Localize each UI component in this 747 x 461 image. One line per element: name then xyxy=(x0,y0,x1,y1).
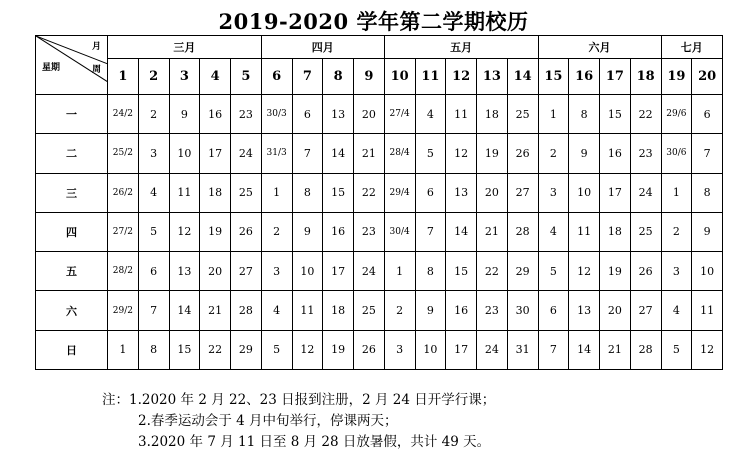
day-cell: 1 xyxy=(661,173,692,212)
week-number-cell: 1 xyxy=(108,59,139,95)
day-cell: 22 xyxy=(200,330,231,369)
day-cell: 15 xyxy=(446,252,477,291)
day-cell: 9 xyxy=(569,134,600,173)
day-cell: 26/2 xyxy=(108,173,139,212)
week-number-cell: 11 xyxy=(415,59,446,95)
day-cell: 29/2 xyxy=(108,291,139,330)
day-cell: 24 xyxy=(354,252,385,291)
day-cell: 25 xyxy=(507,95,538,134)
day-cell: 11 xyxy=(569,212,600,251)
weekday-label: 六 xyxy=(36,291,108,330)
day-cell: 7 xyxy=(415,212,446,251)
day-cell: 21 xyxy=(600,330,631,369)
corner-weekday-label: 星期 xyxy=(42,63,61,73)
day-cell: 3 xyxy=(661,252,692,291)
corner-month-label: 月 xyxy=(91,42,101,52)
weekday-row xyxy=(36,252,723,291)
day-cell: 26 xyxy=(507,134,538,173)
weekday-label: 五 xyxy=(36,252,108,291)
day-cell: 1 xyxy=(261,173,292,212)
day-cell: 16 xyxy=(446,291,477,330)
day-cell: 30/4 xyxy=(384,212,415,251)
day-cell: 17 xyxy=(446,330,477,369)
day-cell: 5 xyxy=(661,330,692,369)
day-cell: 3 xyxy=(261,252,292,291)
calendar-body xyxy=(36,95,723,370)
month-header-cell: 七月 xyxy=(661,36,723,59)
week-number-cell: 6 xyxy=(261,59,292,95)
weekday-row xyxy=(36,95,723,134)
day-cell: 19 xyxy=(477,134,508,173)
day-cell: 18 xyxy=(200,173,231,212)
day-cell: 20 xyxy=(600,291,631,330)
day-cell: 4 xyxy=(538,212,569,251)
month-header-cell: 六月 xyxy=(538,36,661,59)
day-cell: 7 xyxy=(292,134,323,173)
day-cell: 5 xyxy=(538,252,569,291)
day-cell: 29 xyxy=(507,252,538,291)
weekday-row xyxy=(36,212,723,251)
week-number-cell: 2 xyxy=(138,59,169,95)
day-cell: 9 xyxy=(292,212,323,251)
day-cell: 28 xyxy=(630,330,661,369)
day-cell: 31 xyxy=(507,330,538,369)
day-cell: 8 xyxy=(569,95,600,134)
weekday-label: 三 xyxy=(36,173,108,212)
week-number-cell: 19 xyxy=(661,59,692,95)
day-cell: 26 xyxy=(630,252,661,291)
day-cell: 6 xyxy=(292,95,323,134)
day-cell: 1 xyxy=(538,95,569,134)
day-cell: 15 xyxy=(169,330,200,369)
day-cell: 2 xyxy=(538,134,569,173)
day-cell: 30 xyxy=(507,291,538,330)
week-number-cell: 18 xyxy=(630,59,661,95)
day-cell: 18 xyxy=(323,291,354,330)
weekday-row xyxy=(36,134,723,173)
day-cell: 15 xyxy=(323,173,354,212)
week-number-cell: 3 xyxy=(169,59,200,95)
day-cell: 28/2 xyxy=(108,252,139,291)
day-cell: 1 xyxy=(108,330,139,369)
day-cell: 2 xyxy=(261,212,292,251)
day-cell: 6 xyxy=(415,173,446,212)
week-number-cell: 10 xyxy=(384,59,415,95)
day-cell: 28 xyxy=(231,291,262,330)
day-cell: 17 xyxy=(323,252,354,291)
day-cell: 7 xyxy=(692,134,723,173)
day-cell: 10 xyxy=(569,173,600,212)
day-cell: 29 xyxy=(231,330,262,369)
day-cell: 21 xyxy=(200,291,231,330)
day-cell: 16 xyxy=(600,134,631,173)
day-cell: 15 xyxy=(600,95,631,134)
day-cell: 25 xyxy=(354,291,385,330)
day-cell: 10 xyxy=(169,134,200,173)
week-number-cell: 5 xyxy=(231,59,262,95)
day-cell: 13 xyxy=(569,291,600,330)
corner-header-cell xyxy=(36,36,108,95)
day-cell: 9 xyxy=(169,95,200,134)
day-cell: 4 xyxy=(138,173,169,212)
day-cell: 29/6 xyxy=(661,95,692,134)
day-cell: 30/6 xyxy=(661,134,692,173)
day-cell: 27/2 xyxy=(108,212,139,251)
week-number-cell: 12 xyxy=(446,59,477,95)
day-cell: 8 xyxy=(292,173,323,212)
day-cell: 11 xyxy=(292,291,323,330)
day-cell: 25 xyxy=(630,212,661,251)
day-cell: 16 xyxy=(200,95,231,134)
weekday-label: 四 xyxy=(36,212,108,251)
month-header-cell: 四月 xyxy=(261,36,384,59)
day-cell: 8 xyxy=(415,252,446,291)
day-cell: 18 xyxy=(600,212,631,251)
day-cell: 24/2 xyxy=(108,95,139,134)
day-cell: 13 xyxy=(169,252,200,291)
day-cell: 9 xyxy=(692,212,723,251)
day-cell: 24 xyxy=(630,173,661,212)
day-cell: 7 xyxy=(538,330,569,369)
day-cell: 9 xyxy=(415,291,446,330)
day-cell: 11 xyxy=(692,291,723,330)
weekday-label: 二 xyxy=(36,134,108,173)
weekday-label: 一 xyxy=(36,95,108,134)
day-cell: 14 xyxy=(446,212,477,251)
day-cell: 7 xyxy=(138,291,169,330)
week-number-cell: 4 xyxy=(200,59,231,95)
day-cell: 1 xyxy=(384,252,415,291)
day-cell: 22 xyxy=(477,252,508,291)
day-cell: 27 xyxy=(507,173,538,212)
day-cell: 10 xyxy=(692,252,723,291)
day-cell: 31/3 xyxy=(261,134,292,173)
day-cell: 16 xyxy=(323,212,354,251)
day-cell: 20 xyxy=(200,252,231,291)
day-cell: 6 xyxy=(692,95,723,134)
day-cell: 11 xyxy=(169,173,200,212)
day-cell: 12 xyxy=(292,330,323,369)
day-cell: 8 xyxy=(692,173,723,212)
day-cell: 10 xyxy=(292,252,323,291)
day-cell: 5 xyxy=(415,134,446,173)
day-cell: 17 xyxy=(200,134,231,173)
day-cell: 20 xyxy=(354,95,385,134)
day-cell: 4 xyxy=(661,291,692,330)
day-cell: 21 xyxy=(477,212,508,251)
week-number-cell: 8 xyxy=(323,59,354,95)
day-cell: 5 xyxy=(261,330,292,369)
day-cell: 10 xyxy=(415,330,446,369)
day-cell: 22 xyxy=(354,173,385,212)
day-cell: 25 xyxy=(231,173,262,212)
week-number-cell: 17 xyxy=(600,59,631,95)
week-number-row xyxy=(36,59,723,95)
month-header-cell: 三月 xyxy=(108,36,262,59)
day-cell: 2 xyxy=(661,212,692,251)
week-number-cell: 13 xyxy=(477,59,508,95)
day-cell: 27 xyxy=(231,252,262,291)
note-line-1: 注：1.2020 年 2 月 22、23 日报到注册，2 月 24 日开学行课； xyxy=(102,392,496,408)
day-cell: 12 xyxy=(569,252,600,291)
day-cell: 26 xyxy=(231,212,262,251)
day-cell: 13 xyxy=(446,173,477,212)
day-cell: 5 xyxy=(138,212,169,251)
week-number-cell: 9 xyxy=(354,59,385,95)
day-cell: 4 xyxy=(261,291,292,330)
month-header-cell: 五月 xyxy=(384,36,538,59)
week-number-cell: 14 xyxy=(507,59,538,95)
note-line-3: 3.2020 年 7 月 11 日至 8 月 28 日放暑假，共计 49 天。 xyxy=(138,434,491,450)
day-cell: 19 xyxy=(600,252,631,291)
day-cell: 23 xyxy=(477,291,508,330)
page-title: 2019-2020 学年第二学期校历 xyxy=(218,9,529,34)
day-cell: 12 xyxy=(446,134,477,173)
day-cell: 23 xyxy=(630,134,661,173)
day-cell: 25/2 xyxy=(108,134,139,173)
weekday-row xyxy=(36,173,723,212)
day-cell: 26 xyxy=(354,330,385,369)
week-number-cell: 20 xyxy=(692,59,723,95)
day-cell: 30/3 xyxy=(261,95,292,134)
day-cell: 20 xyxy=(477,173,508,212)
weekday-row xyxy=(36,330,723,369)
week-number-cell: 16 xyxy=(569,59,600,95)
weekday-row xyxy=(36,291,723,330)
day-cell: 23 xyxy=(231,95,262,134)
month-header-row xyxy=(36,36,723,59)
day-cell: 12 xyxy=(692,330,723,369)
day-cell: 13 xyxy=(323,95,354,134)
day-cell: 24 xyxy=(477,330,508,369)
day-cell: 2 xyxy=(138,95,169,134)
day-cell: 29/4 xyxy=(384,173,415,212)
day-cell: 24 xyxy=(231,134,262,173)
day-cell: 14 xyxy=(169,291,200,330)
note-line-2: 2.春季运动会于 4 月中旬举行，停课两天； xyxy=(138,413,398,429)
day-cell: 2 xyxy=(384,291,415,330)
weekday-label: 日 xyxy=(36,330,108,369)
calendar-table xyxy=(35,35,723,370)
day-cell: 28 xyxy=(507,212,538,251)
day-cell: 19 xyxy=(200,212,231,251)
day-cell: 3 xyxy=(384,330,415,369)
day-cell: 22 xyxy=(630,95,661,134)
corner-week-label: 周 xyxy=(91,65,101,75)
day-cell: 8 xyxy=(138,330,169,369)
day-cell: 27 xyxy=(630,291,661,330)
day-cell: 3 xyxy=(138,134,169,173)
day-cell: 12 xyxy=(169,212,200,251)
day-cell: 6 xyxy=(138,252,169,291)
day-cell: 11 xyxy=(446,95,477,134)
week-number-cell: 7 xyxy=(292,59,323,95)
day-cell: 27/4 xyxy=(384,95,415,134)
day-cell: 3 xyxy=(538,173,569,212)
day-cell: 18 xyxy=(477,95,508,134)
day-cell: 14 xyxy=(569,330,600,369)
day-cell: 19 xyxy=(323,330,354,369)
day-cell: 4 xyxy=(415,95,446,134)
day-cell: 28/4 xyxy=(384,134,415,173)
day-cell: 23 xyxy=(354,212,385,251)
day-cell: 17 xyxy=(600,173,631,212)
day-cell: 14 xyxy=(323,134,354,173)
day-cell: 21 xyxy=(354,134,385,173)
notes-block xyxy=(102,390,495,453)
week-number-cell: 15 xyxy=(538,59,569,95)
day-cell: 6 xyxy=(538,291,569,330)
